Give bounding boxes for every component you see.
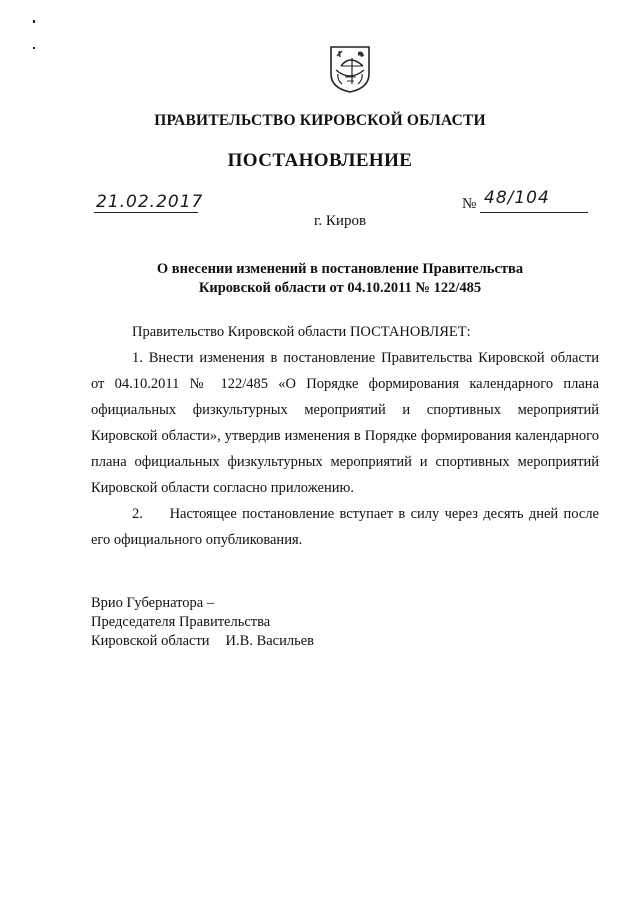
- title-line: О внесении изменений в постановление Правительства: [156, 261, 524, 277]
- number-sign: №: [462, 196, 477, 212]
- signatory-row: [91, 632, 314, 651]
- signatory-title: Врио Губернатора –: [91, 595, 215, 611]
- signatory-name: И.В. Васильев: [225, 633, 314, 649]
- organization-heading: ПРАВИТЕЛЬСТВО КИРОВСКОЙ ОБЛАСТИ: [154, 112, 486, 129]
- document-number: 48/104: [484, 188, 550, 208]
- resolution-item-1: 1. Внести изменения в постановление Правительства Кировской области от 04.10.2011 № 122/485 «О Порядке формирования календарного плана официальных физкультурных мероприятий и спортивных мероприятий Кировской области», утвердив изменения в Порядке формирования календарного плана официальных физкультурных мероприятий и спортивных мероприятий Кировской области согласно приложению.: [91, 350, 599, 496]
- document-title: [120, 260, 560, 298]
- coat-of-arms-icon: [327, 44, 373, 94]
- document-date: 21.02.2017: [96, 192, 204, 212]
- scan-speck: [33, 20, 35, 23]
- signatory-title: Председателя Правительства: [91, 614, 271, 630]
- document-body: [91, 319, 603, 553]
- document-type-heading: ПОСТАНОВЛЕНИЕ: [227, 150, 413, 171]
- resolution-lead: Правительство Кировской области ПОСТАНОВЛЯЕТ:: [132, 324, 471, 340]
- signatory-region: Кировской области: [91, 633, 210, 649]
- signature-block: [91, 594, 314, 651]
- city-label: г. Киров: [313, 213, 367, 229]
- title-line: Кировской области от 04.10.2011 № 122/485: [198, 280, 482, 296]
- scan-speck: [33, 47, 35, 49]
- resolution-item-2: 2. Настоящее постановление вступает в силу через десять дней после его официального опубликования.: [91, 506, 603, 548]
